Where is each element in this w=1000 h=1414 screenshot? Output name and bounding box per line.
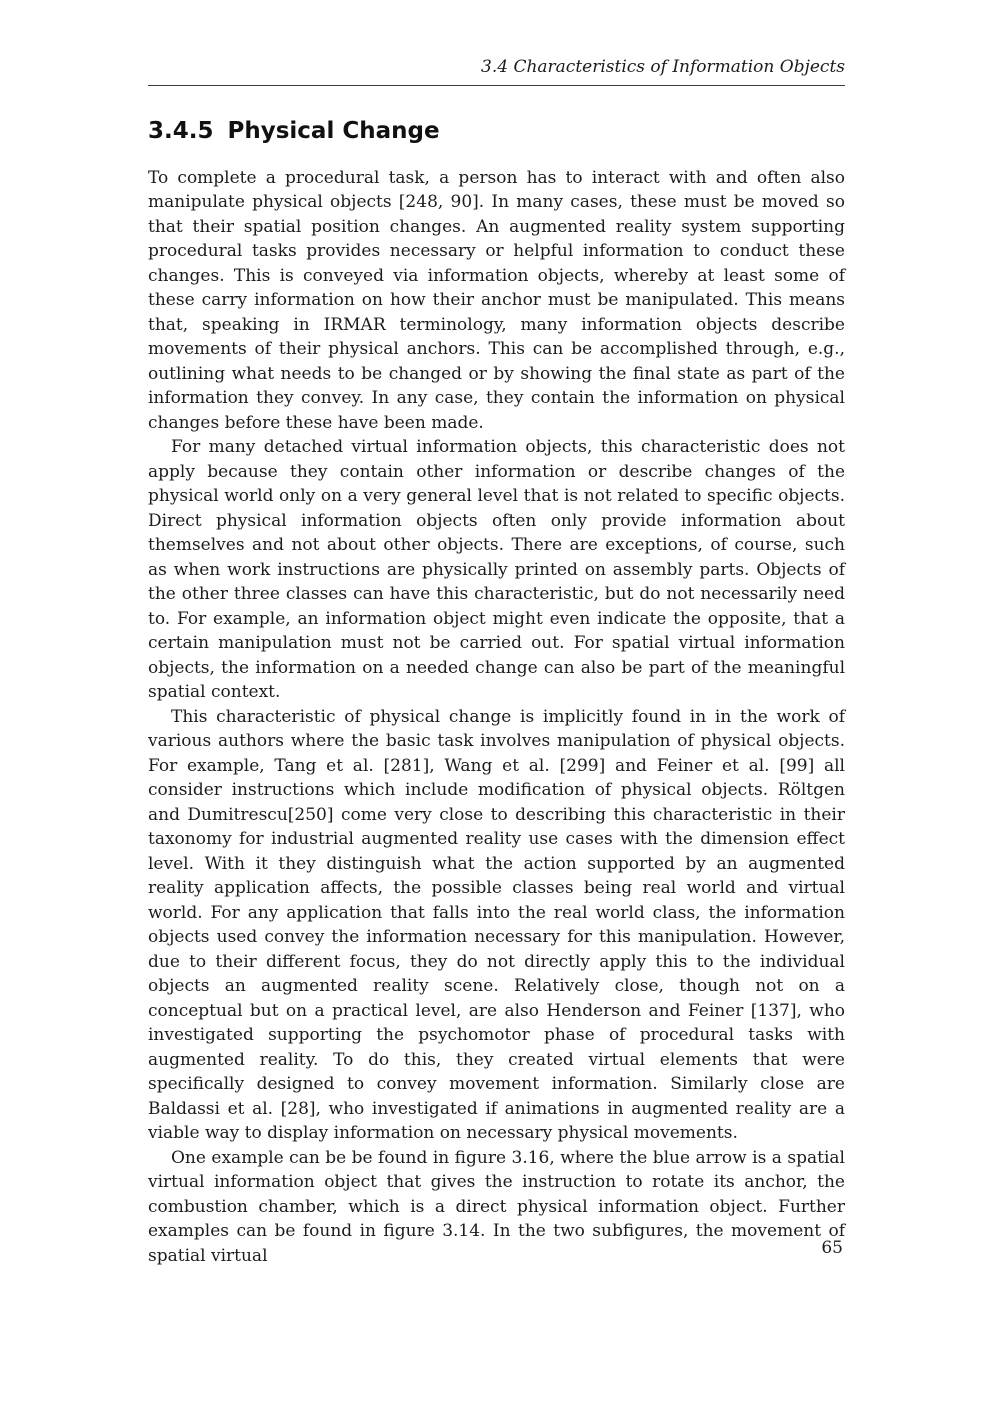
running-header-title: 3.4 Characteristics of Information Objects: [481, 57, 845, 77]
section-heading: [148, 118, 845, 144]
paragraph-2: For many detached virtual information objects, this characteristic does not apply because they contain other information or describe changes of the physical world only on a very general level that is not related to specific objects. Direct physical information objects often only provide information about themselves and not about other objects. There are exceptions, of course, such as when work instructions are physically printed on assembly parts. Objects of the other three classes can have this characteristic, but do not necessarily need to. For example, an information object might even indicate the opposite, that a certain manipulation must not be carried out. For spatial virtual information objects, the information on a needed change can also be part of the meaningful spatial context.: [148, 437, 845, 703]
page-number: 65: [821, 1238, 843, 1258]
paragraph-4: One example can be be found in figure 3.16, where the blue arrow is a spatial virtual information object that gives the instruction to rotate its anchor, the combustion chamber, which is a direct physical information object. Further examples can be found in figure 3.14. In the two subfigures, the movement of spatial virtual: [148, 1147, 845, 1266]
running-header: [148, 57, 845, 86]
paragraph-1: To complete a procedural task, a person has to interact with and often also manipulate physical objects [248, 90]. In many cases, these must be moved so that their spatial position changes. An augmented reality system supporting procedural tasks provides necessary or helpful information to conduct these changes. This is conveyed via information objects, whereby at least some of these carry information on how their anchor must be manipulated. This means that, speaking in IRMAR terminology, many information objects describe movements of their physical anchors. This can be accomplished through, e.g., outlining what needs to be changed or by showing the final state as part of the information they convey. In any case, they contain the information on physical changes before these have been made.: [148, 167, 845, 433]
section-number: 3.4.5: [148, 118, 214, 145]
body-text: [148, 166, 845, 1269]
section-title: Physical Change: [227, 118, 440, 145]
paragraph-3: This characteristic of physical change is implicitly found in in the work of various authors where the basic task involves manipulation of physical objects. For example, Tang et al. [281], Wang et al. [299] and Feiner et al. [99] all consider instructions which include modification of physical objects. Röltgen and Dumitrescu[250] come very close to describing this characteristic in their taxonomy for industrial augmented reality use cases with the dimension effect level. With it they distinguish what the action supported by an augmented reality application affects, the possible classes being real world and virtual world. For any application that falls into the real world class, the information objects used convey the information necessary for this manipulation. However, due to their different focus, they do not directly apply this to the individual objects an augmented reality scene. Relatively close, though not on a conceptual but on a practical level, are also Henderson and Feiner [137], who investigated supporting the psychomotor phase of procedural tasks with augmented reality. To do this, they created virtual elements that were specifically designed to convey movement information. Similarly close are Baldassi et al. [28], who investigated if animations in augmented reality are a viable way to display information on necessary physical movements.: [148, 706, 845, 1144]
